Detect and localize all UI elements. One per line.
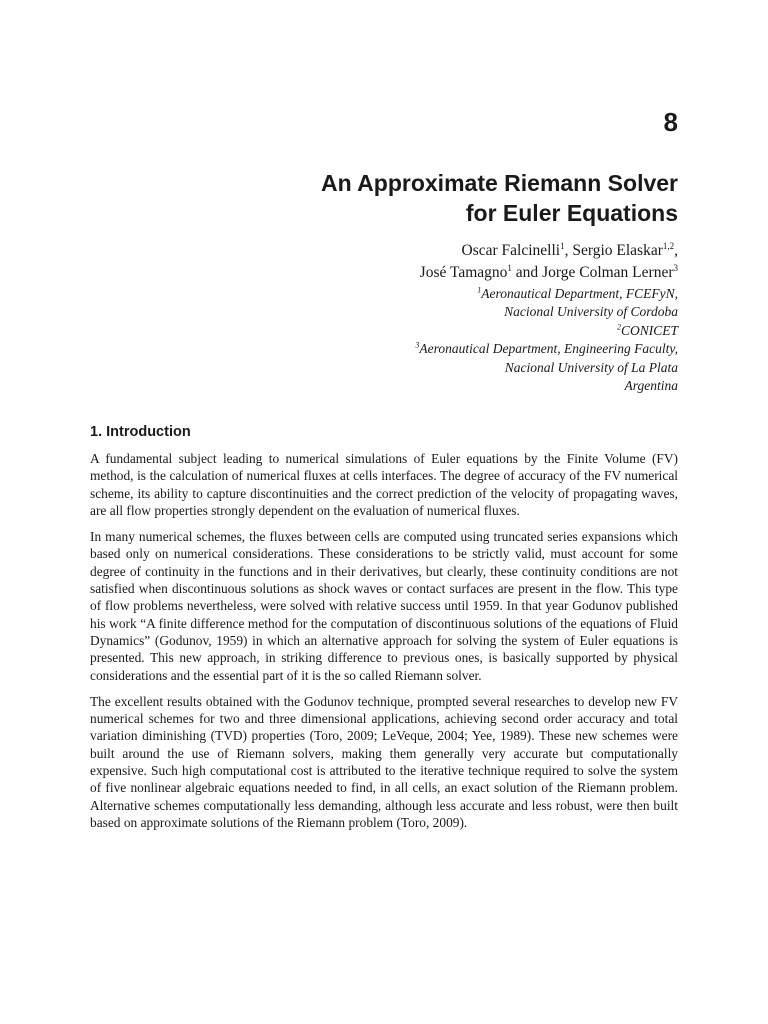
- section-body: [90, 450, 678, 840]
- affiliation-country: Argentina: [624, 378, 678, 394]
- affiliation-mark: 1: [477, 285, 482, 295]
- affiliation-list: [158, 285, 678, 395]
- affiliation-line: [158, 340, 678, 358]
- affiliation-line: Nacional University of Cordoba: [504, 304, 678, 320]
- affiliation-mark: 3: [415, 340, 420, 350]
- affiliation-text: CONICET: [620, 322, 678, 338]
- author-name: Jorge Colman Lerner: [542, 264, 674, 281]
- affiliation-line: Nacional University of La Plata: [504, 359, 678, 375]
- author-affil-mark: 1: [560, 240, 565, 251]
- affiliation-mark: 2: [616, 322, 621, 332]
- chapter-number: 8: [663, 107, 678, 137]
- author-name: Oscar Falcinelli: [461, 242, 561, 259]
- author-name: Sergio Elaskar: [572, 242, 663, 259]
- author-separator: and: [511, 264, 543, 281]
- author-separator: ,: [674, 242, 678, 259]
- author-affil-mark: 1,2: [662, 240, 675, 251]
- body-paragraph: The excellent results obtained with the Godunov technique, prompted several researches to develop new FV numerical schemes for two and three dimensional applications, achieving second order accuracy and total variation diminishing (TVD) properties (Toro, 2009; LeVeque, 2004; Yee, 1989). These new schemes were built around the use of Riemann solvers, making them generally very accurate but computationally expensive. Such high computational cost is attributed to the iterative technique required to solve the system of five nonlinear algebraic equations needed to find, in all cells, an exact solution of the Riemann problem. Alternative schemes computationally less demanding, although less accurate and less robust, were then built based on approximate solutions of the Riemann problem (Toro, 2009).: [90, 693, 678, 830]
- affiliation-text: Aeronautical Department, FCEFyN,: [481, 286, 678, 301]
- body-paragraph: In many numerical schemes, the fluxes between cells are computed using truncated series expansions which based only on numerical considerations. These considerations to be strictly valid, must account for some degree of continuity in the functions and in their derivatives, but clearly, these continuity conditions are not satisfied when discontinuous solutions as shock waves or contact surfaces are present in the flow. This type of flow problems nevertheless, were solved with relative success until 1959. In that year Godunov published his work “A finite difference method for the computation of discontinuous solutions of the equations of Fluid Dynamics” (Godunov, 1959) in which an alternative approach for solving the system of Euler equations is presented. This new approach, in striking difference to previous ones, is basically supported by physical considerations and the essential part of it is the so called Riemann solver.: [90, 529, 678, 683]
- author-line: [158, 240, 678, 262]
- author-list: [158, 240, 678, 284]
- author-affil-mark: 1: [507, 262, 512, 273]
- author-affil-mark: 3: [673, 262, 678, 273]
- chapter-title-line: for Euler Equations: [465, 200, 678, 226]
- affiliation-line: [158, 285, 678, 303]
- author-name: José Tamagno: [419, 264, 508, 281]
- author-separator: ,: [564, 242, 573, 259]
- body-paragraph: A fundamental subject leading to numerical simulations of Euler equations by the Finite Volume (FV) method, is the calculation of numerical fluxes at cells interfaces. The degree of accuracy of the FV numerical scheme, its ability to capture discontinuities and the correct prediction of the velocity of propagating waves, are all flow properties strongly dependent on the evaluation of numerical fluxes.: [90, 451, 678, 518]
- affiliation-text: Aeronautical Department, Engineering Faculty,: [419, 341, 678, 357]
- chapter-title: [158, 168, 678, 228]
- author-line: [158, 262, 678, 284]
- section-heading: 1. Introduction: [90, 424, 191, 440]
- affiliation-line: [158, 322, 678, 340]
- chapter-title-line: An Approximate Riemann Solver: [320, 170, 678, 196]
